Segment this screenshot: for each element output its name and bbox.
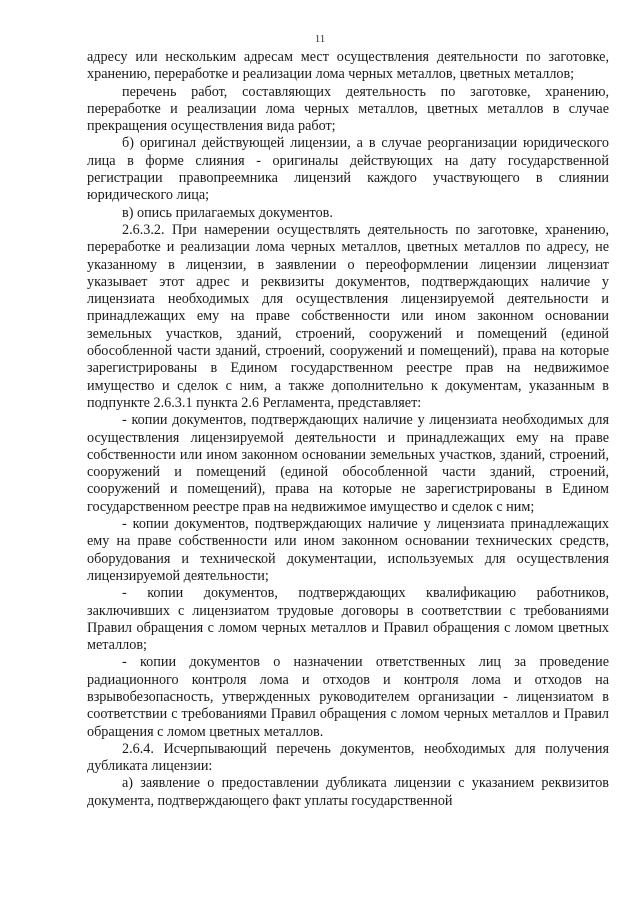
list-item-qualification-documents: - копии документов, подтверждающих квалификацию работников, заключивших с лицензиатом трудовые договоры в соответствии с требованиями Правил обращения с ломом черных металлов и Правил обращения с ломом цветных металлов; xyxy=(87,585,609,654)
paragraph-item-v: в) опись прилагаемых документов. xyxy=(122,204,333,221)
list-item-equipment-documents: - копии документов, подтверждающих наличие у лицензиата принадлежащих ему на праве собственности или ином законном основании технических средств, оборудования и технической документации, используемых для осуществления лицензируемой деятельности; xyxy=(87,516,609,584)
list-item-land-documents: - копии документов, подтверждающих наличие у лицензиата необходимых для осуществления лицензируемой деятельности и принадлежащих ему на праве собственности или ином законном основании земельных участков, зданий, строений, сооружений и помещений (единой обособленной части зданий, строений, сооружений и помещений), права на которые не зарегистрированы в Едином государственном реестре прав на недвижимое имущество и сделок с ним; xyxy=(87,412,609,515)
page-number: 11 xyxy=(314,33,326,45)
paragraph-continuation: адресу или нескольким адресам мест осуществления деятельности по заготовке, хранению, переработке и реализации лома черных металлов, цветных металлов; xyxy=(87,49,609,83)
list-item-responsible-persons: - копии документов о назначении ответственных лиц за проведение радиационного контроля лома и отходов и контроля лома и отходов на взрывобезопасность, утвержденных руководителем организации - лицензиатом в соответствии с требованиями Правил обращения с ломом черных металлов и Правил обращения с ломом цветных металлов. xyxy=(87,654,609,740)
paragraph-2-6-3-2: 2.6.3.2. При намерении осуществлять деятельность по заготовке, хранению, переработке и реализации лома черных металлов, цветных металлов по адресу, не указанному в лицензии, в заявлении о переоформлении лицензии лицензиат указывает этот адрес и реквизиты документов, подтверждающих наличие у лицензиата необходимых для осуществления лицензируемой деятельности и принадлежащих ему на праве собственности или ином законном основании земельных участков, зданий, строений, сооружений и помещений (единой обособленной части зданий, строений, сооружений и помещений), права на которые зарегистрированы в Едином государственном реестре прав на недвижимое имущество и сделок с ним, а также дополнительно к документам, указанным в подпункте 2.6.3.1 пункта 2.6 Регламента, представляет: xyxy=(87,221,609,411)
paragraph-work-list: перечень работ, составляющих деятельность по заготовке, хранению, переработке и реализации лома черных металлов, цветных металлов в случае прекращения осуществления вида работ; xyxy=(87,83,609,135)
paragraph-item-a: а) заявление о предоставлении дубликата лицензии с указанием реквизитов документа, подтверждающего факт уплаты государственной xyxy=(87,775,609,809)
document-body xyxy=(87,49,609,810)
paragraph-item-b: б) оригинал действующей лицензии, а в случае реорганизации юридического лица в форме слияния - оригиналы действующих на дату государственной регистрации правопреемника лицензий каждого участвующего в слиянии юридического лица; xyxy=(87,135,609,204)
paragraph-2-6-4: 2.6.4. Исчерпывающий перечень документов, необходимых для получения дубликата лицензии: xyxy=(87,740,609,775)
